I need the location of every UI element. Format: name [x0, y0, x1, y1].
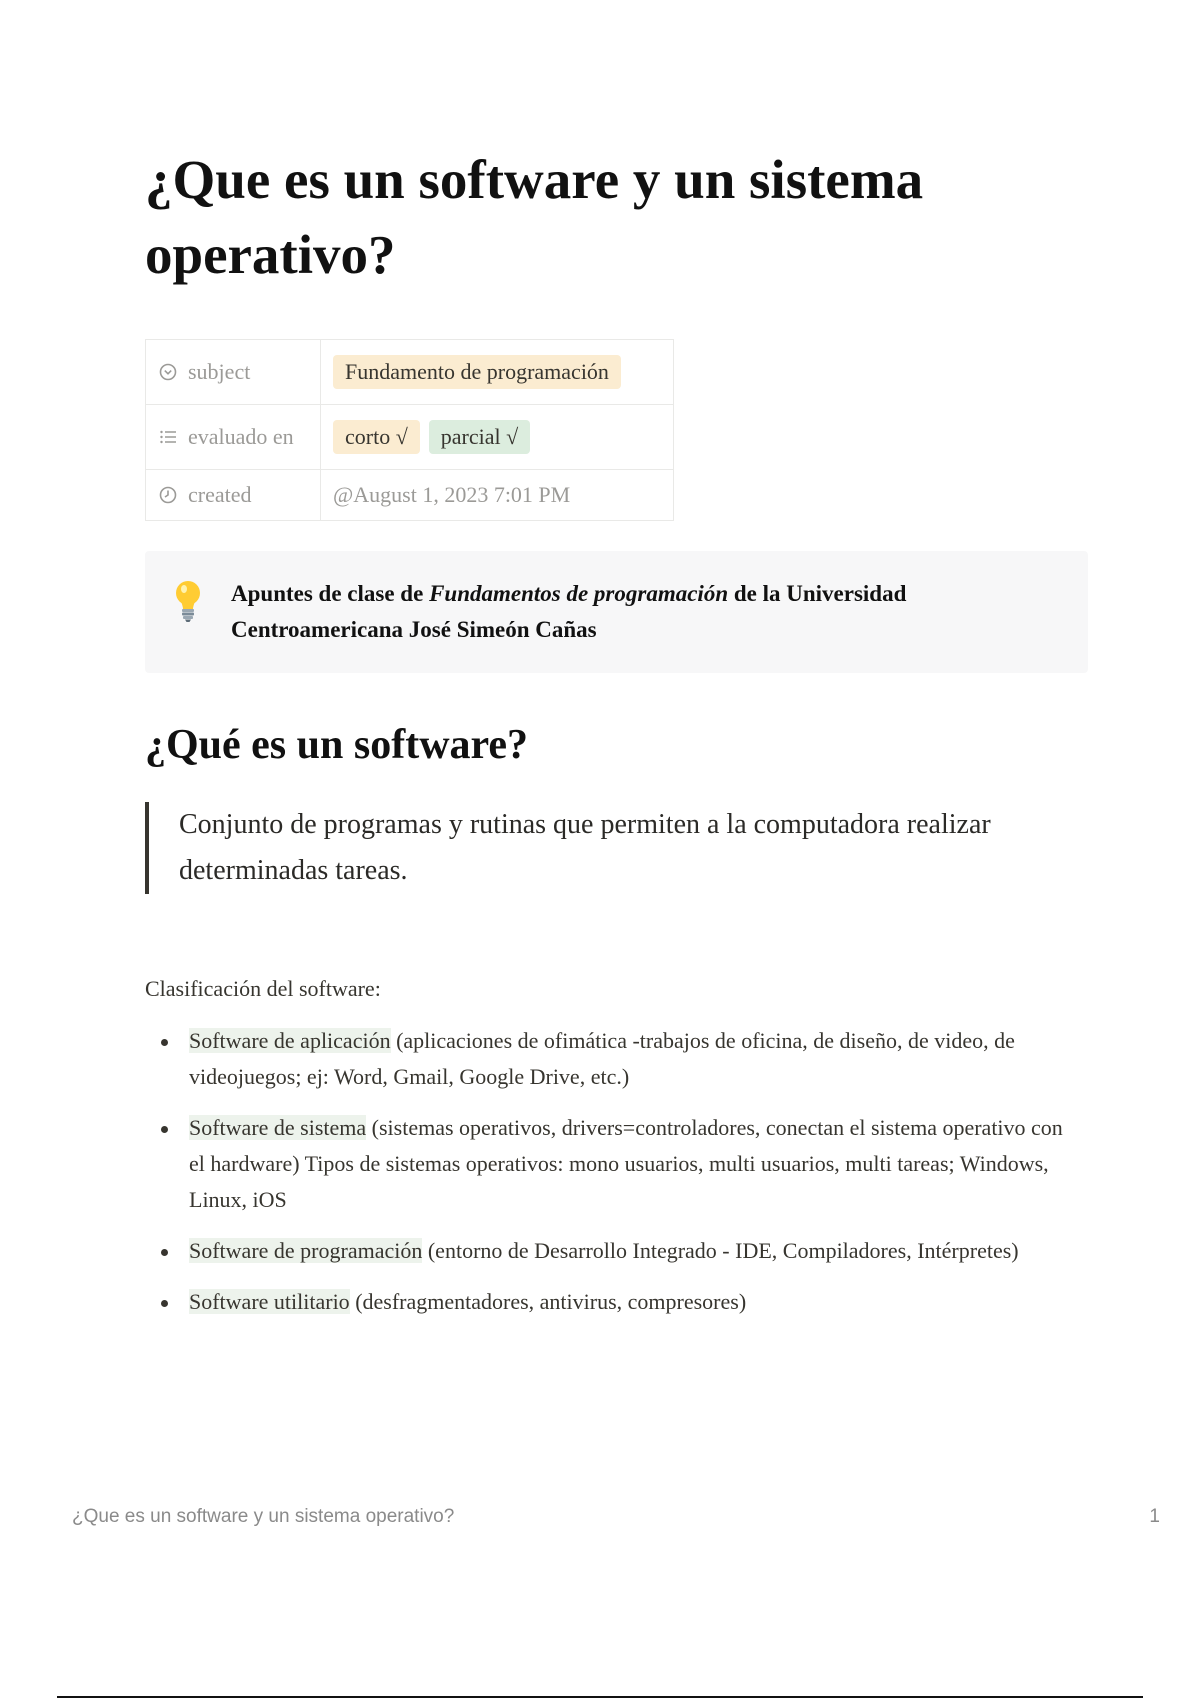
- property-row-evaluado-en: [146, 405, 674, 470]
- page-title: ¿Que es un software y un sistema operativo?: [145, 149, 924, 285]
- tag-corto[interactable]: corto √: [333, 420, 420, 454]
- bottom-rule: [57, 1696, 1143, 1698]
- bullet: [161, 1039, 168, 1046]
- property-label-evaluado-en: evaluado en: [188, 424, 294, 449]
- list-item-description: (aplicaciones de ofimática -trabajos de oficina, de diseño, de video, de videojuegos; ej: Word, Gmail, Google Drive, etc.): [189, 1028, 1015, 1089]
- property-row-created: [146, 470, 674, 521]
- property-value-subject[interactable]: [321, 340, 674, 405]
- bullet: [161, 1126, 168, 1133]
- callout-text-emphasis: Fundamentos de programación: [429, 581, 729, 606]
- list-item-term: Software de programación: [189, 1238, 423, 1263]
- property-value-evaluado-en[interactable]: [321, 405, 674, 470]
- lightbulb-icon: [173, 580, 203, 624]
- list-item-description: (sistemas operativos, drivers=controladores, conectan el sistema operativo con el hardware) Tipos de sistemas operativos: mono usuarios, multi usuarios, multi tareas; Windows, Linux, iOS: [189, 1115, 1063, 1212]
- blockquote: [145, 802, 1065, 894]
- property-label-created: created: [188, 482, 252, 507]
- quote-text: Conjunto de programas y rutinas que permiten a la computadora realizar determinadas tareas.: [179, 809, 991, 886]
- list-item-term: Software de sistema: [189, 1115, 367, 1140]
- properties-table: [145, 339, 674, 521]
- list-icon: [158, 427, 178, 447]
- list-item-term: Software de aplicación: [189, 1028, 391, 1053]
- property-key-evaluado-en: [146, 405, 321, 470]
- classification-list: [145, 1023, 1075, 1335]
- property-key-created: [146, 470, 321, 521]
- list-item: [145, 1110, 1075, 1218]
- callout-text: [231, 576, 1051, 648]
- bullet: [161, 1300, 168, 1307]
- callout-text-part2: de la Universidad Centroamericana José Simeón Cañas: [231, 581, 907, 642]
- list-item-term: Software utilitario: [189, 1289, 350, 1314]
- section-heading: ¿Qué es un software?: [145, 722, 529, 768]
- callout: [145, 551, 1088, 673]
- list-item: [145, 1284, 1075, 1320]
- list-item-description: (entorno de Desarrollo Integrado - IDE, Compiladores, Intérpretes): [422, 1238, 1019, 1263]
- property-row-subject: [146, 340, 674, 405]
- property-value-created: [321, 470, 674, 521]
- property-label-subject: subject: [188, 359, 251, 384]
- subject-tag[interactable]: Fundamento de programación: [333, 355, 621, 389]
- list-item: [145, 1233, 1075, 1269]
- list-item: [145, 1023, 1075, 1095]
- bullet: [161, 1249, 168, 1256]
- property-key-subject: [146, 340, 321, 405]
- select-icon: [158, 362, 178, 382]
- footer-title: ¿Que es un software y un sistema operativo?: [72, 1506, 455, 1527]
- tag-parcial[interactable]: parcial √: [429, 420, 530, 454]
- list-item-description: (desfragmentadores, antivirus, compresores): [349, 1289, 747, 1314]
- created-date: @August 1, 2023 7:01 PM: [333, 482, 571, 507]
- classification-label: Clasificación del software:: [145, 976, 381, 1001]
- callout-text-part1: Apuntes de clase de: [231, 581, 430, 606]
- page-number: 1: [1149, 1506, 1160, 1527]
- clock-icon: [158, 485, 178, 505]
